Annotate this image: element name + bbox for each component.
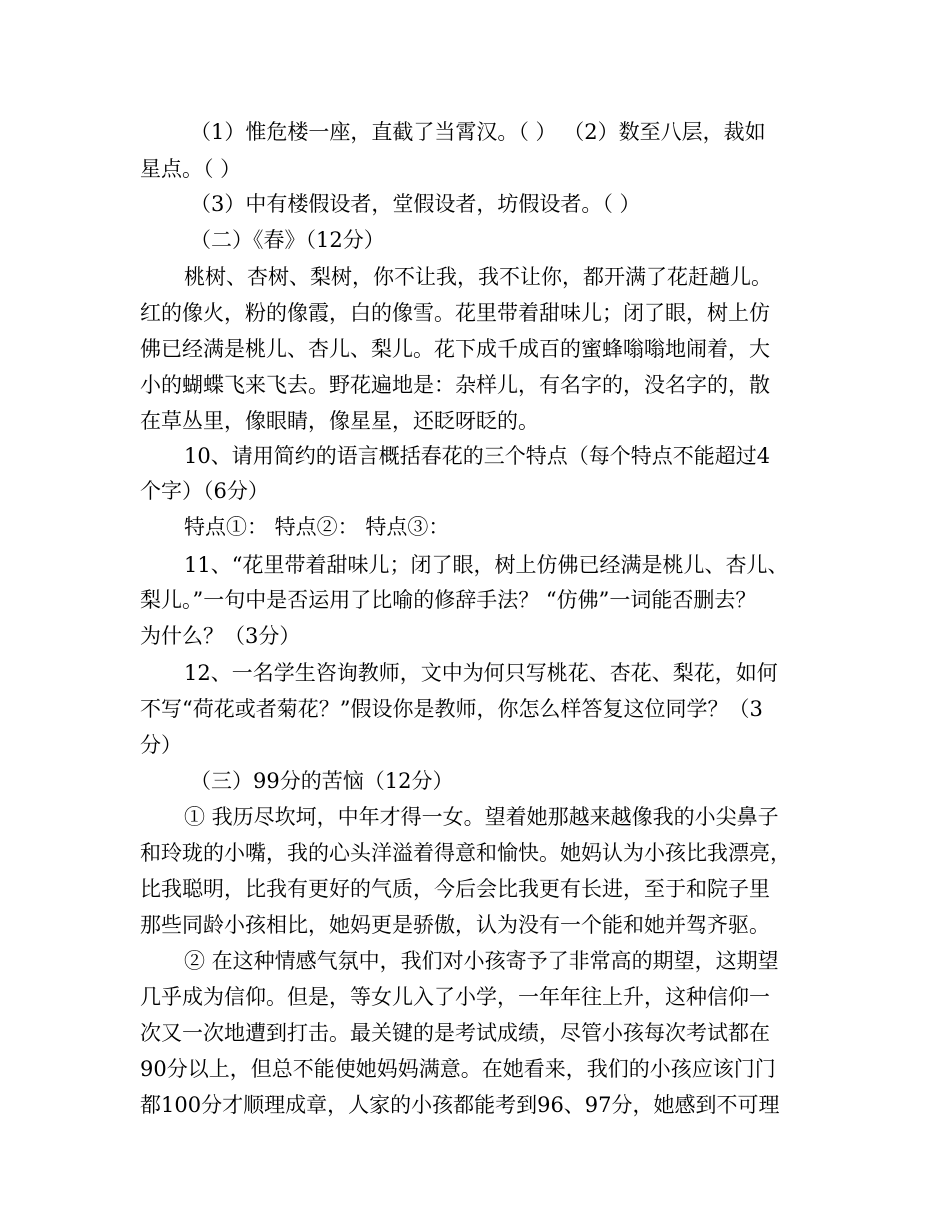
question-1-2-line: （1）惟危楼一座，直截了当霄汉。（ ） （2）数至八层，裁如 (190, 120, 766, 144)
question-10-line: 10、请用简约的语言概括春花的三个特点（每个特点不能超过4 (184, 444, 771, 468)
paragraph-2-line: 几乎成为信仰。但是，等女儿入了小学，一年年往上升，这种信仰一 (140, 985, 770, 1009)
question-12-cont-line: 分） (140, 733, 182, 757)
question-11-cont-line: 梨儿。”一句中是否运用了比喻的修辞手法？ “仿佛”一词能否删去？ (140, 588, 757, 612)
passage-line: 桃树、杏树、梨树，你不让我，我不让你，都开满了花赶趟儿。 (184, 265, 772, 289)
features-answer-line: 特点①： 特点②： 特点③： (184, 515, 450, 539)
paragraph-1-line: 比我聪明，比我有更好的气质，今后会比我更有长进，至于和院子里 (140, 877, 770, 901)
paragraph-1-line: 和玲珑的小嘴，我的心头洋溢着得意和愉快。她妈认为小孩比我漂亮， (140, 841, 791, 865)
passage-line: 在草丛里，像眼睛，像星星，还眨呀眨的。 (140, 409, 539, 433)
passage-line: 小的蝴蝶飞来飞去。野花遍地是：杂样儿，有名字的，没名字的，散 (140, 373, 770, 397)
question-12-line: 12、一名学生咨询教师，文中为何只写桃花、杏花、梨花，如何 (184, 661, 778, 685)
question-10-cont-line: 个字）（6分） (140, 479, 269, 503)
paragraph-2-line: 都100分才顺理成章，人家的小孩都能考到96、97分，她感到不可理 (140, 1093, 780, 1117)
question-3-line: （3）中有楼假设者，堂假设者，坊假设者。（ ） (190, 192, 641, 216)
question-11-line: 11、“花里带着甜味儿；闭了眼，树上仿佛已经满是桃儿、杏儿、 (184, 553, 789, 577)
question-12-cont-line: 不写“荷花或者菊花？”假设你是教师，你怎么样答复这位同学？（3 (140, 697, 763, 721)
paragraph-1-line: ① 我历尽坎坷，中年才得一女。望着她那越来越像我的小尖鼻子 (184, 805, 779, 829)
question-2-cont-line: 星点。（ ） (140, 157, 242, 181)
section-3-heading: （三）99分的苦恼（12分） (190, 769, 454, 793)
paragraph-2-line: 次又一次地遭到打击。最关键的是考试成绩，尽管小孩每次考试都在 (140, 1021, 770, 1045)
passage-line: 红的像火，粉的像霞，白的像雪。花里带着甜味儿；闭了眼，树上仿 (140, 301, 770, 325)
question-11-cont-line: 为什么？（3分） (140, 624, 301, 648)
passage-line: 佛已经满是桃儿、杏儿、梨儿。花下成千成百的蜜蜂嗡嗡地闹着，大 (140, 337, 770, 361)
section-2-heading: （二）《春》（12分） (190, 228, 385, 252)
paragraph-2-line: 90分以上，但总不能使她妈妈满意。在她看来，我们的小孩应该门门 (140, 1057, 776, 1081)
paragraph-1-line: 那些同龄小孩相比，她妈更是骄傲，认为没有一个能和她并驾齐驱。 (140, 913, 770, 937)
paragraph-2-line: ② 在这种情感气氛中，我们对小孩寄予了非常高的期望，这期望 (184, 949, 779, 973)
